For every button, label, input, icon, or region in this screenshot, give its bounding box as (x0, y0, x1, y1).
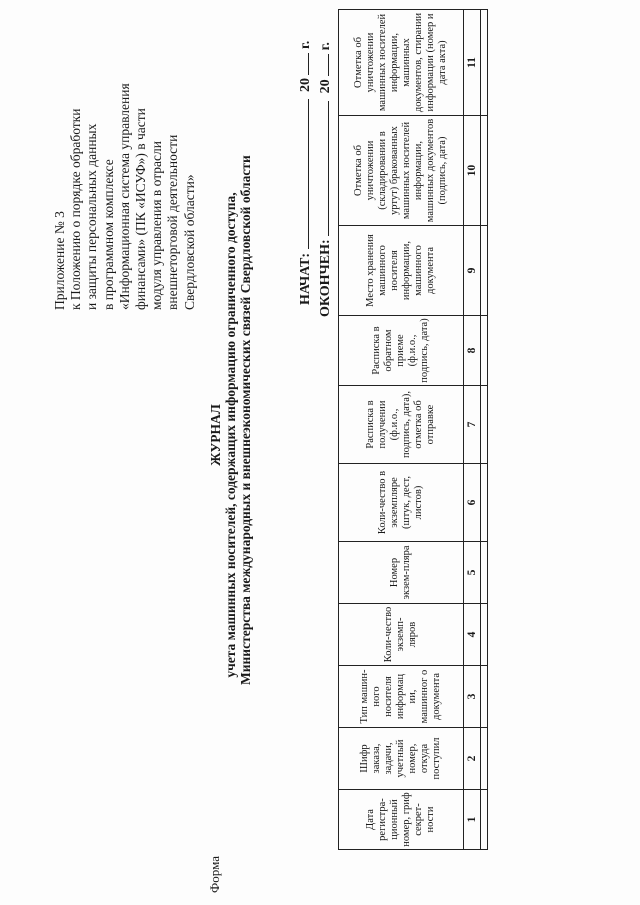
appendix-line: и защиты персональных данных (84, 123, 100, 310)
ended-year-prefix: 20 (318, 79, 333, 94)
appendix-line: финансами» (ПК «ИСУФ») в части (133, 108, 149, 310)
appendix-line: к Положению о порядке обработки (68, 108, 84, 310)
journal-table (338, 9, 488, 850)
column-number: 8 (464, 316, 481, 386)
title-organization: Министерства международных и внешнеэкономических связей Свердловской области (238, 155, 253, 685)
header-row (339, 10, 464, 850)
empty-cell (481, 10, 488, 116)
empty-cell (481, 728, 488, 790)
ended-year-line (316, 54, 329, 76)
header-cell: Коли-чество экземп-ляров (339, 604, 464, 666)
appendix-line: модуля управления в отрасли (149, 140, 165, 310)
ended-field (316, 42, 334, 317)
appendix-line: Свердловской области» (181, 174, 197, 310)
started-label: НАЧАТ: (298, 252, 313, 305)
empty-cell (481, 316, 488, 386)
started-field (296, 41, 314, 305)
header-cell: Дата регистра-ционный номер, гриф секрет-ности (339, 790, 464, 850)
empty-row (481, 10, 488, 850)
appendix-line: Приложение № 3 (52, 211, 67, 310)
started-year-prefix: 20 (298, 77, 313, 92)
empty-cell (481, 116, 488, 226)
header-cell: Расписка в получении (ф.и.о., подпись, дата), отметка об отправке (339, 386, 464, 464)
column-number: 2 (464, 728, 481, 790)
column-number: 4 (464, 604, 481, 666)
ended-date-line (316, 101, 329, 236)
header-cell: Место хранения машинного носителя информации, машинного документа (339, 226, 464, 316)
journal-title (208, 155, 253, 685)
column-number: 1 (464, 790, 481, 850)
appendix-line: внешнеторговой деятельности (165, 134, 181, 310)
ended-year-suffix: г. (318, 42, 333, 51)
empty-cell (481, 604, 488, 666)
started-year-line (296, 53, 309, 75)
column-number: 3 (464, 666, 481, 728)
title-subtitle: учета машинных носителей, содержащих информацию ограниченного доступа, (223, 192, 238, 678)
title-heading: ЖУРНАЛ (208, 404, 223, 466)
column-number: 6 (464, 464, 481, 542)
empty-cell (481, 464, 488, 542)
header-cell: Отметка об уничтожении машинных носителей информации, машинных документов, стирании информации (номер и дата акта) (339, 10, 464, 116)
column-number: 7 (464, 386, 481, 464)
empty-cell (481, 666, 488, 728)
appendix-note (52, 40, 198, 310)
empty-cell (481, 226, 488, 316)
empty-cell (481, 790, 488, 850)
appendix-line: «Информационная система управления (116, 83, 132, 310)
header-cell: Отметка об уничтожении (складировании в уртут) бракованных машинных носителей информации, машинных документов (подпись, дата) (339, 116, 464, 226)
header-cell: Номер экзем-пляра (339, 542, 464, 604)
column-number: 10 (464, 116, 481, 226)
header-cell: Шифр заказа, задачи, учетный номер, откуда поступил (339, 728, 464, 790)
column-number: 9 (464, 226, 481, 316)
started-year-suffix: г. (298, 40, 313, 49)
started-date-line (296, 99, 309, 249)
form-label: Форма (207, 856, 222, 893)
empty-cell (481, 386, 488, 464)
appendix-line: в программном комплексе (100, 159, 116, 310)
column-number: 11 (464, 10, 481, 116)
ended-label: ОКОНЧЕН: (318, 239, 333, 317)
empty-cell (481, 542, 488, 604)
column-number-row (464, 10, 481, 850)
column-number: 5 (464, 542, 481, 604)
header-cell: Тип машин-ного носителя информац ии, машинног о документа (339, 666, 464, 728)
header-cell: Расписка в обратном приеме (ф.и.о., подпись, дата) (339, 316, 464, 386)
header-cell: Коли-чество в экземпляре (штук, дест, листов) (339, 464, 464, 542)
